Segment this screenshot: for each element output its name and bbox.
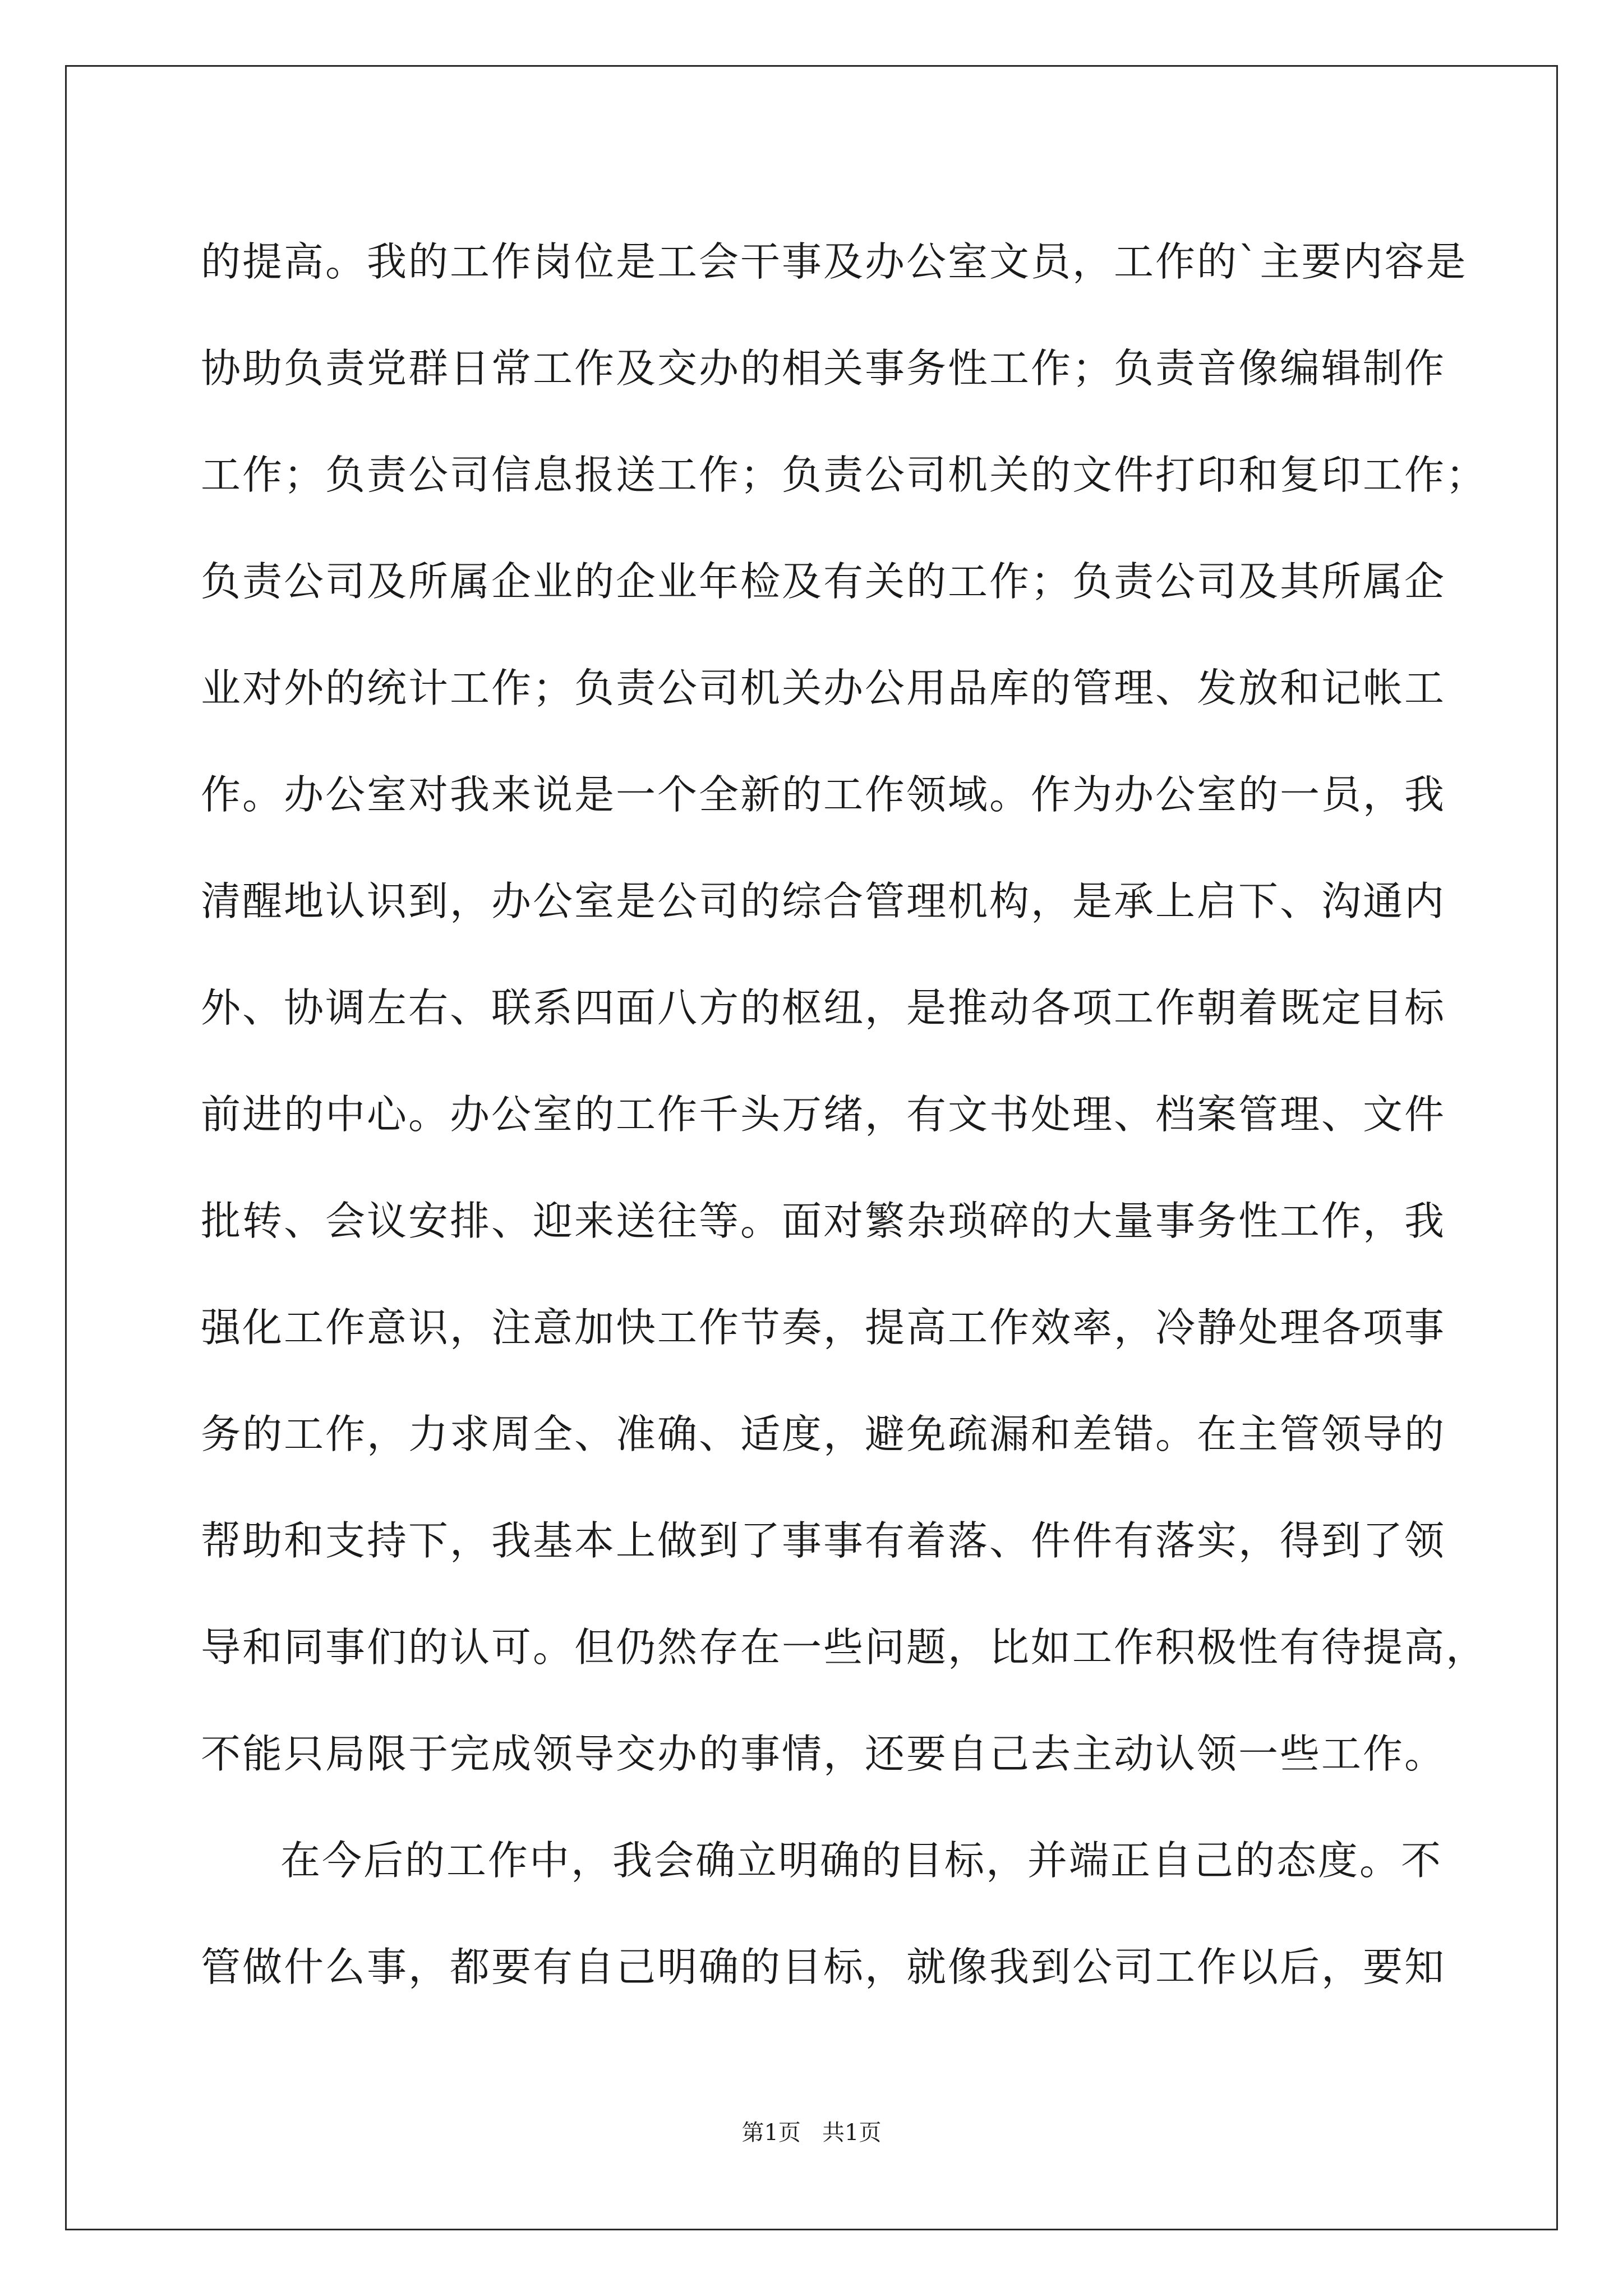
document-body: [201, 209, 1488, 2021]
text-line: 作。办公室对我来说是一个全新的工作领域。作为办公室的一员，我: [201, 771, 1446, 818]
text-line: 业对外的统计工作；负责公司机关办公用品库的管理、发放和记帐工: [201, 665, 1446, 711]
text-line: 不能只局限于完成领导交办的事情，还要自己去主动认领一些工作。: [201, 1731, 1446, 1777]
text-line: 批转、会议安排、迎来送往等。面对繁杂琐碎的大量事务性工作，我: [201, 1198, 1446, 1244]
paragraph-first-line: 在今后的工作中，我会确立明确的目标，并端正自己的态度。不: [280, 1837, 1443, 1884]
text-line: 清醒地认识到，办公室是公司的综合管理机构，是承上启下、沟通内: [201, 878, 1446, 924]
text-line: 前进的中心。办公室的工作千头万绪，有文书处理、档案管理、文件: [201, 1091, 1446, 1138]
text-line: 协助负责党群日常工作及交办的相关事务性工作；负责音像编辑制作: [201, 345, 1446, 392]
text-line: 外、协调左右、联系四面八方的枢纽，是推动各项工作朝着既定目标: [201, 984, 1446, 1031]
text-line: 强化工作意识，注意加快工作节奏，提高工作效率，冷静处理各项事: [201, 1304, 1446, 1351]
text-line: 导和同事们的认可。但仍然存在一些问题，比如工作积极性有待提高，: [201, 1624, 1488, 1671]
text-line: 帮助和支持下，我基本上做到了事事有着落、件件有落实，得到了领: [201, 1517, 1446, 1564]
text-line: 务的工作，力求周全、准确、适度，避免疏漏和差错。在主管领导的: [201, 1411, 1446, 1457]
text-line: 工作；负责公司信息报送工作；负责公司机关的文件打印和复印工作；: [201, 452, 1488, 498]
page-number-footer: 第1页 共1页: [741, 2120, 882, 2146]
text-line: 的提高。我的工作岗位是工会干事及办公室文员，工作的`主要内容是: [201, 238, 1468, 285]
text-line: 负责公司及所属企业的企业年检及有关的工作；负责公司及其所属企: [201, 558, 1446, 605]
text-line: 管做什么事，都要有自己明确的目标，就像我到公司工作以后，要知: [201, 1944, 1446, 1990]
